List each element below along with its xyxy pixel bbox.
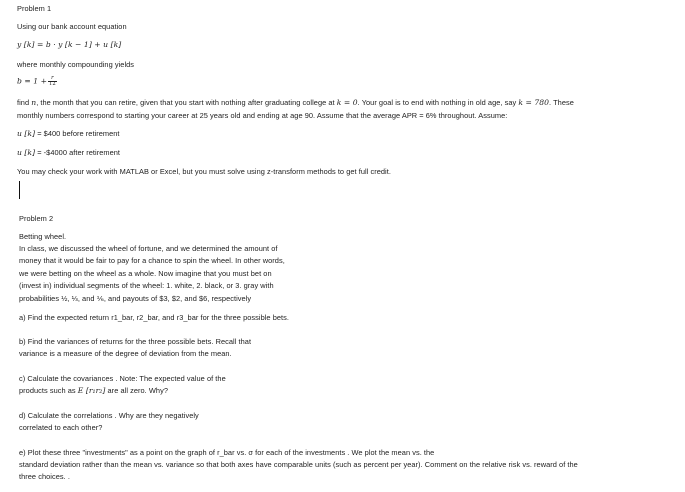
part-d-line-2: correlated to each other? xyxy=(19,423,103,432)
problem2-title: Problem 2 xyxy=(19,214,54,223)
problem2-para-line-3: we were betting on the wheel as a whole. Now imagine that you must bet on xyxy=(19,269,272,278)
problem2-para-line-5: probabilities ½, ⅓, and ⅙, and payouts of $3, $2, and $6, respectively xyxy=(19,294,252,303)
task-end: . These xyxy=(549,98,574,107)
part-e-line-1: e) Plot these three "investments" as a point on the graph of r_bar vs. σ for each of the investments . We plot the mean vs. the xyxy=(19,448,435,457)
part-c-post: are all zero. Why? xyxy=(105,386,168,395)
task-line-1 xyxy=(17,99,574,107)
task-variable-n: n xyxy=(31,98,37,107)
compounding-note: where monthly compounding yields xyxy=(17,60,135,69)
part-e-line-3: three choices. . xyxy=(19,472,70,481)
b-equation-lead: b = 1 + xyxy=(17,76,48,86)
task-mid: , the month that you can retire, given that you start with nothing after graduating college at xyxy=(36,98,337,107)
part-e-line-2: standard deviation rather than the mean vs. variance so that both axes have comparable units (such as percent per year). Comment on the relative risk vs. reward of the xyxy=(19,460,578,469)
part-b-line-1: b) Find the variances of returns for the three possible bets. Recall that xyxy=(19,337,252,346)
task-pre: find xyxy=(17,98,32,107)
text-cursor[interactable] xyxy=(19,181,20,199)
task-k780: k = 780 xyxy=(518,98,550,107)
problem1-closing: You may check your work with MATLAB or Excel, but you must solve using z-transform methods to get full credit. xyxy=(17,167,391,176)
part-a: a) Find the expected return r1_bar, r2_bar, and r3_bar for the three possible bets. xyxy=(19,313,289,322)
part-d-line-1: d) Calculate the correlations . Why are they negatively xyxy=(19,411,199,420)
u-before-text: = $400 before retirement xyxy=(35,129,120,138)
task-k0: k = 0 xyxy=(336,98,358,107)
problem1-title: Problem 1 xyxy=(17,4,52,13)
problem1-intro: Using our bank account equation xyxy=(17,22,127,31)
bank-account-equation: y [k] = b · y [k − 1] + u [k] xyxy=(17,40,122,49)
u-before-symbol: u [k] xyxy=(17,129,36,138)
part-c-line-1: c) Calculate the covariances . Note: The expected value of the xyxy=(19,374,226,383)
part-c-line-2 xyxy=(19,387,168,395)
u-after-retirement xyxy=(17,149,120,157)
u-after-symbol: u [k] xyxy=(17,148,36,157)
u-after-text: = -$4000 after retirement xyxy=(35,148,120,157)
problem2-para-line-1: In class, we discussed the wheel of fortune, and we determined the amount of xyxy=(19,244,278,253)
part-c-pre: products such as xyxy=(19,386,78,395)
problem2-para-line-2: money that it would be fair to pay for a chance to spin the wheel. In other words, xyxy=(19,256,285,265)
task-line-2: monthly numbers correspond to starting your career at 25 years old and ending at age 90. Assume that the average APR = 6% throughout. Assume: xyxy=(17,111,508,120)
task-post: . Your goal is to end with nothing in old age, say xyxy=(357,98,519,107)
u-before-retirement xyxy=(17,130,120,138)
b-fraction-denominator: 12 xyxy=(49,81,56,88)
part-b-line-2: variance is a measure of the degree of deviation from the mean. xyxy=(19,349,232,358)
part-c-expectation: E [r₁r₂] xyxy=(77,386,106,395)
b-equation xyxy=(17,76,58,87)
problem2-para-line-4: (invest in) individual segments of the wheel: 1. white, 2. black, or 3. gray with xyxy=(19,281,274,290)
b-fraction xyxy=(48,76,57,87)
problem2-heading: Betting wheel. xyxy=(19,232,67,241)
b-fraction-numerator: r xyxy=(48,76,57,82)
